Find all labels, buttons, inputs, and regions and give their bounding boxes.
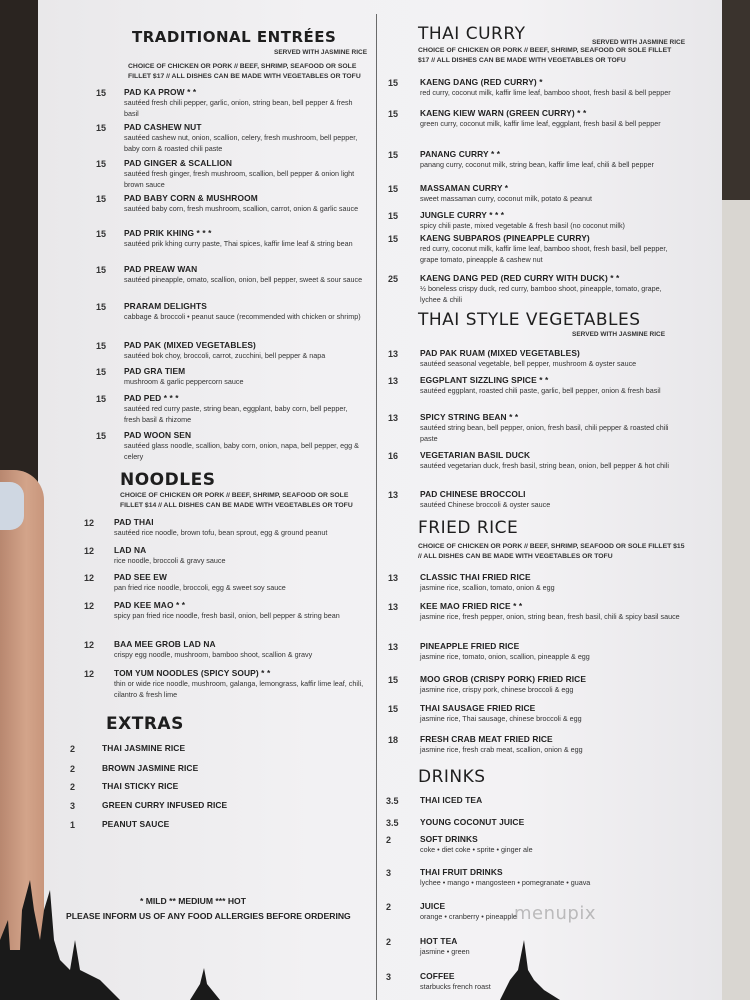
item-price: 25 [388, 274, 399, 284]
item-price: 15 [388, 675, 399, 685]
noodles-choice-note: CHOICE OF CHICKEN OR PORK // BEEF, SHRIMP, SEAFOOD OR SOLE FILLET $14 // ALL DISHES CAN BE MADE WITH VEGETABLES OR TOFU [120, 492, 353, 509]
item-description: sautéed prik khing curry paste, Thai spices, kaffir lime leaf & string bean [124, 239, 353, 248]
item-description: mushroom & garlic peppercorn sauce [124, 377, 244, 386]
item-price: 2 [386, 835, 392, 845]
item-price: 15 [96, 431, 107, 441]
item-price: 13 [388, 573, 399, 583]
allergy-note: PLEASE INFORM US OF ANY FOOD ALLERGIES BEFORE ORDERING [66, 911, 351, 921]
item-name: KAENG DANG (RED CURRY) * [420, 77, 543, 87]
item-name: MASSAMAN CURRY * [420, 183, 509, 193]
vegetables-title: THAI STYLE VEGETABLES [418, 310, 641, 330]
item-description: pan fried rice noodle, broccoli, egg & sweet soy sauce [114, 583, 286, 592]
item-description: sautéed seasonal vegetable, bell pepper, mushroom & oyster sauce [420, 359, 637, 368]
item-name: TOM YUM NOODLES (SPICY SOUP) * * [114, 668, 271, 678]
spice-legend: * MILD ** MEDIUM *** HOT [140, 896, 246, 906]
item-name: SPICY STRING BEAN * * [420, 412, 519, 422]
item-price: 15 [96, 367, 107, 377]
vegetables-served-note: SERVED WITH JASMINE RICE [572, 331, 666, 338]
item-name: COFFEE [420, 971, 455, 981]
item-name: PAD KEE MAO * * [114, 600, 186, 610]
column-divider [376, 14, 377, 1000]
item-name: PAD SEE EW [114, 572, 167, 582]
item-name: THAI ICED TEA [420, 795, 483, 805]
item-name: THAI STICKY RICE [102, 781, 179, 791]
item-description: jasmine • green [420, 947, 470, 956]
item-description: spicy chili paste, mixed vegetable & fresh basil (no coconut milk) [420, 221, 625, 230]
curry-choice-note: CHOICE OF CHICKEN OR PORK // BEEF, SHRIMP, SEAFOOD OR SOLE FILLET $17 // ALL DISHES CAN BE MADE WITH VEGETABLES OR TOFU [418, 47, 672, 64]
item-description: jasmine rice, fresh crab meat, scallion, onion & egg [420, 745, 583, 754]
item-price: 15 [388, 211, 399, 221]
item-price: 13 [388, 490, 399, 500]
item-name: PAD PREAW WAN [124, 264, 198, 274]
item-description: jasmine rice, tomato, onion, scallion, pineapple & egg [420, 652, 590, 661]
item-name: LAD NA [114, 545, 147, 555]
item-description: jasmine rice, Thai sausage, chinese broccoli & egg [420, 714, 582, 723]
item-price: 15 [388, 704, 399, 714]
item-name: PAD GINGER & SCALLION [124, 158, 233, 168]
item-price: 2 [70, 744, 76, 754]
item-description: sautéed baby corn, fresh mushroom, scallion, carrot, onion & garlic sauce [124, 204, 359, 213]
item-price: 15 [388, 109, 399, 119]
curry-title: THAI CURRY [418, 24, 526, 44]
item-name: THAI FRUIT DRINKS [420, 867, 503, 877]
item-name: PAD PAK RUAM (MIXED VEGETABLES) [420, 348, 580, 358]
item-name: JUICE [420, 901, 446, 911]
item-description: sautéed bok choy, broccoli, carrot, zucchini, bell pepper & napa [124, 351, 326, 360]
item-description: sweet massaman curry, coconut milk, potato & peanut [420, 194, 593, 203]
item-price: 12 [84, 546, 95, 556]
item-name: PAD GRA TIEM [124, 366, 186, 376]
item-description: red curry, coconut milk, kaffir lime leaf, bamboo shoot, fresh basil, bell pepper, grape tomato, pineapple & cashew nut [420, 244, 668, 264]
drinks-title: DRINKS [418, 767, 486, 787]
item-description: jasmine rice, crispy pork, chinese broccoli & egg [420, 685, 574, 694]
item-description: orange • cranberry • pineapple [420, 912, 517, 921]
item-name: BAA MEE GROB LAD NA [114, 639, 216, 649]
item-name: THAI JASMINE RICE [102, 743, 186, 753]
item-name: PAD WOON SEN [124, 430, 192, 440]
item-name: PAD PED * * * [124, 393, 179, 403]
item-name: PAD PAK (MIXED VEGETABLES) [124, 340, 256, 350]
item-description: green curry, coconut milk, kaffir lime leaf, eggplant, fresh basil & bell pepper [420, 119, 661, 128]
item-price: 3.5 [386, 818, 399, 828]
item-name: EGGPLANT SIZZLING SPICE * * [420, 375, 549, 385]
item-price: 12 [84, 573, 95, 583]
item-price: 12 [84, 669, 95, 679]
item-price: 3 [70, 801, 76, 811]
item-name: HOT TEA [420, 936, 458, 946]
item-description: sautéed rice noodle, brown tofu, bean sprout, egg & ground peanut [114, 528, 328, 537]
traditional-title: TRADITIONAL ENTRÉES [132, 28, 337, 46]
item-price: 13 [388, 642, 399, 652]
item-description: jasmine rice, fresh pepper, onion, string bean, fresh basil, chili & spicy basil sauce [420, 612, 680, 621]
item-name: SOFT DRINKS [420, 834, 478, 844]
item-description: sautéed Chinese broccoli & oyster sauce [420, 500, 551, 509]
fried-rice-choice-note: CHOICE OF CHICKEN OR PORK // BEEF, SHRIMP, SEAFOOD OR SOLE FILLET $15 // ALL DISHES CAN BE MADE WITH VEGETABLES OR TOFU [418, 543, 685, 560]
item-description: sautéed fresh chili pepper, garlic, onion, string bean, bell pepper & fresh basil [124, 98, 353, 118]
item-name: MOO GROB (CRISPY PORK) FRIED RICE [420, 674, 587, 684]
watermark: menupix [514, 903, 597, 924]
item-name: KAENG SUBPAROS (PINEAPPLE CURRY) [420, 233, 590, 243]
item-description: sautéed string bean, bell pepper, onion, fresh basil, chili pepper & roasted chili paste [420, 423, 669, 443]
item-description: thin or wide rice noodle, mushroom, galanga, lemongrass, kaffir lime leaf, chili, cilantro & fresh lime [114, 679, 364, 699]
item-description: ½ boneless crispy duck, red curry, bamboo shoot, pineapple, tomato, grape, lychee & chili [420, 284, 662, 304]
item-price: 15 [96, 302, 107, 312]
temple-silhouette-left-icon [0, 880, 120, 1000]
item-price: 3.5 [386, 796, 399, 806]
item-name: FRESH CRAB MEAT FRIED RICE [420, 734, 553, 744]
curry-served-note: SERVED WITH JASMINE RICE [592, 39, 686, 46]
item-name: PINEAPPLE FRIED RICE [420, 641, 520, 651]
item-price: 2 [386, 902, 392, 912]
item-price: 15 [96, 123, 107, 133]
item-price: 15 [96, 265, 107, 275]
item-description: panang curry, coconut milk, string bean, kaffir lime leaf, chili & bell pepper [420, 160, 654, 169]
item-price: 15 [96, 229, 107, 239]
spire-silhouette-icon [190, 968, 220, 1000]
item-price: 15 [96, 341, 107, 351]
item-name: PAD CHINESE BROCCOLI [420, 489, 526, 499]
item-description: red curry, coconut milk, kaffir lime leaf, bamboo shoot, fresh basil & bell pepper [420, 88, 671, 97]
item-price: 13 [388, 602, 399, 612]
background-area [722, 0, 750, 200]
temple-silhouette-right-icon [500, 940, 560, 1000]
item-price: 15 [96, 194, 107, 204]
item-price: 15 [96, 159, 107, 169]
item-description: sautéed vegetarian duck, fresh basil, string bean, onion, bell pepper & hot chili [420, 461, 669, 470]
item-name: KAENG KIEW WARN (GREEN CURRY) * * [420, 108, 587, 118]
item-price: 16 [388, 451, 399, 461]
item-price: 12 [84, 640, 95, 650]
item-name: KAENG DANG PED (RED CURRY WITH DUCK) * * [420, 273, 620, 283]
item-name: PAD BABY CORN & MUSHROOM [124, 193, 258, 203]
item-price: 12 [84, 601, 95, 611]
item-price: 12 [84, 518, 95, 528]
item-description: sautéed glass noodle, scallion, baby corn, onion, napa, bell pepper, egg & celery [124, 441, 359, 461]
item-description: crispy egg noodle, mushroom, bamboo shoot, scallion & gravy [114, 650, 313, 659]
item-name: PEANUT SAUCE [102, 819, 170, 829]
traditional-served-note: SERVED WITH JASMINE RICE [274, 49, 368, 56]
item-name: KEE MAO FRIED RICE * * [420, 601, 523, 611]
item-name: THAI SAUSAGE FRIED RICE [420, 703, 536, 713]
item-description: starbucks french roast [420, 982, 491, 991]
item-name: VEGETARIAN BASIL DUCK [420, 450, 531, 460]
item-price: 13 [388, 376, 399, 386]
fried-rice-title: FRIED RICE [418, 518, 519, 538]
extras-title: EXTRAS [106, 714, 184, 734]
item-description: sautéed eggplant, roasted chili paste, garlic, bell pepper, onion & fresh basil [420, 386, 661, 395]
item-price: 15 [388, 150, 399, 160]
item-name: PANANG CURRY * * [420, 149, 501, 159]
fingernail [0, 482, 24, 530]
item-description: cabbage & broccoli • peanut sauce (recommended with chicken or shrimp) [124, 312, 361, 321]
item-description: sautéed fresh ginger, fresh mushroom, scallion, bell pepper & onion light brown sauce [124, 169, 355, 189]
item-price: 13 [388, 413, 399, 423]
item-name: CLASSIC THAI FRIED RICE [420, 572, 531, 582]
item-description: sautéed cashew nut, onion, scallion, celery, fresh mushroom, bell pepper, baby corn & roasted chili paste [124, 133, 358, 153]
item-description: spicy pan fried rice noodle, fresh basil, onion, bell pepper & string bean [114, 611, 340, 620]
item-price: 18 [388, 735, 399, 745]
item-price: 13 [388, 349, 399, 359]
item-description: rice noodle, broccoli & gravy sauce [114, 556, 226, 565]
item-name: BROWN JASMINE RICE [102, 763, 199, 773]
item-price: 2 [70, 764, 76, 774]
item-price: 15 [96, 88, 107, 98]
adjacent-page-edge [722, 200, 750, 1000]
item-price: 2 [386, 937, 392, 947]
item-description: lychee • mango • mangosteen • pomegranate • guava [420, 878, 591, 887]
item-price: 3 [386, 972, 392, 982]
item-price: 15 [388, 78, 399, 88]
noodles-title: NOODLES [120, 470, 216, 490]
item-name: YOUNG COCONUT JUICE [420, 817, 525, 827]
item-price: 15 [96, 394, 107, 404]
item-price: 15 [388, 184, 399, 194]
item-price: 3 [386, 868, 392, 878]
traditional-choice-note: CHOICE OF CHICKEN OR PORK // BEEF, SHRIMP, SEAFOOD OR SOLE FILLET $17 // ALL DISHES CAN BE MADE WITH VEGETABLES OR TOFU [128, 63, 361, 80]
item-name: PRARAM DELIGHTS [124, 301, 207, 311]
item-description: jasmine rice, scallion, tomato, onion & egg [420, 583, 555, 592]
item-name: JUNGLE CURRY * * * [420, 210, 505, 220]
item-name: PAD PRIK KHING * * * [124, 228, 212, 238]
item-name: GREEN CURRY INFUSED RICE [102, 800, 228, 810]
item-price: 2 [70, 782, 76, 792]
item-name: PAD CASHEW NUT [124, 122, 202, 132]
item-name: PAD THAI [114, 517, 154, 527]
item-description: sautéed red curry paste, string bean, eggplant, baby corn, bell pepper, fresh basil & rhizome [124, 404, 348, 424]
item-price: 1 [70, 820, 76, 830]
item-description: sautéed pineapple, omato, scallion, onion, bell pepper, sweet & sour sauce [124, 275, 363, 284]
item-price: 15 [388, 234, 399, 244]
item-name: PAD KA PROW * * [124, 87, 197, 97]
item-description: coke • diet coke • sprite • ginger ale [420, 845, 533, 854]
